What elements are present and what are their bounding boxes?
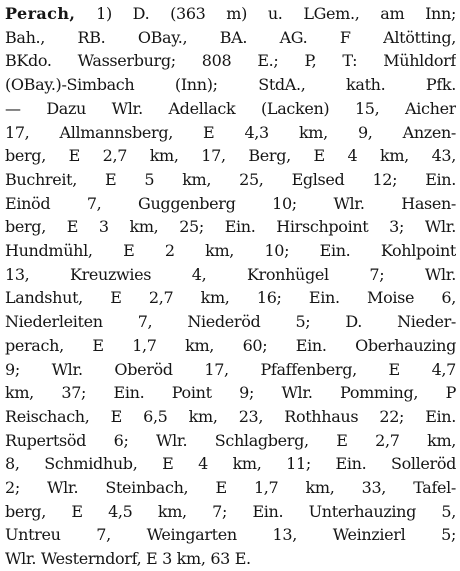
entry-headword: Perach, (5, 4, 76, 23)
entry-line-6: 17, Allmannsberg, E 4,3 km, 9, Anzen- (5, 122, 456, 142)
entry-line-5: — Dazu Wlr. Adellack (Lacken) 15, Aicher (5, 98, 456, 118)
entry-line-21: 2; Wlr. Steinbach, E 1,7 km, 33, Tafel- (5, 478, 456, 498)
entry-line-8: Buchreit, E 5 km, 25, Eglsed 12; Ein. (5, 169, 456, 189)
entry-line-11: Hundmühl, E 2 km, 10; Ein. Kohlpoint (5, 241, 456, 261)
entry-line-23: Untreu 7, Weingarten 13, Weinzierl 5; (5, 525, 456, 545)
entry-line-7: berg, E 2,7 km, 17, Berg, E 4 km, 43, (5, 146, 456, 166)
entry-line-22: berg, E 4,5 km, 7; Ein. Unterhauzing 5, (5, 501, 456, 521)
entry-line-14: Niederleiten 7, Niederöd 5; D. Nieder- (5, 312, 456, 332)
entry-text-line: 1) D. (363 m) u. LGem., am Inn; (75, 4, 456, 23)
entry-line-18: Reischach, E 6,5 km, 23, Rothhaus 22; Ein. (5, 406, 456, 426)
entry-line-17: km, 37; Ein. Point 9; Wlr. Pomming, P (5, 383, 456, 403)
entry-line-16: 9; Wlr. Oberöd 17, Pfaffenberg, E 4,7 (5, 359, 456, 379)
entry-line-10: berg, E 3 km, 25; Ein. Hirschpoint 3; Wlr. (5, 217, 456, 237)
entry-line-1 (5, 2, 456, 26)
entry-line-12: 13, Kreuzwies 4, Kronhügel 7; Wlr. (5, 264, 456, 284)
entry-line-15: perach, E 1,7 km, 60; Ein. Oberhauzing (5, 335, 456, 355)
entry-line-9: Einöd 7, Guggenberg 10; Wlr. Hasen- (5, 193, 456, 213)
entry-line-4: (OBay.)-Simbach (Inn); StdA., kath. Pfk. (5, 75, 456, 95)
gazetteer-entry-perach (5, 2, 456, 571)
entry-line-13: Landshut, E 2,7 km, 16; Ein. Moise 6, (5, 288, 456, 308)
entry-line-24: Wlr. Westerndorf, E 3 km, 63 E. (5, 549, 251, 569)
entry-line-3: BKdo. Wasserburg; 808 E.; P, T: Mühldorf (5, 51, 456, 71)
entry-line-20: 8, Schmidhub, E 4 km, 11; Ein. Solleröd (5, 454, 456, 474)
entry-line-19: Rupertsöd 6; Wlr. Schlagberg, E 2,7 km, (5, 430, 456, 450)
entry-line-2: Bah., RB. OBay., BA. AG. F Altötting, (5, 27, 456, 47)
